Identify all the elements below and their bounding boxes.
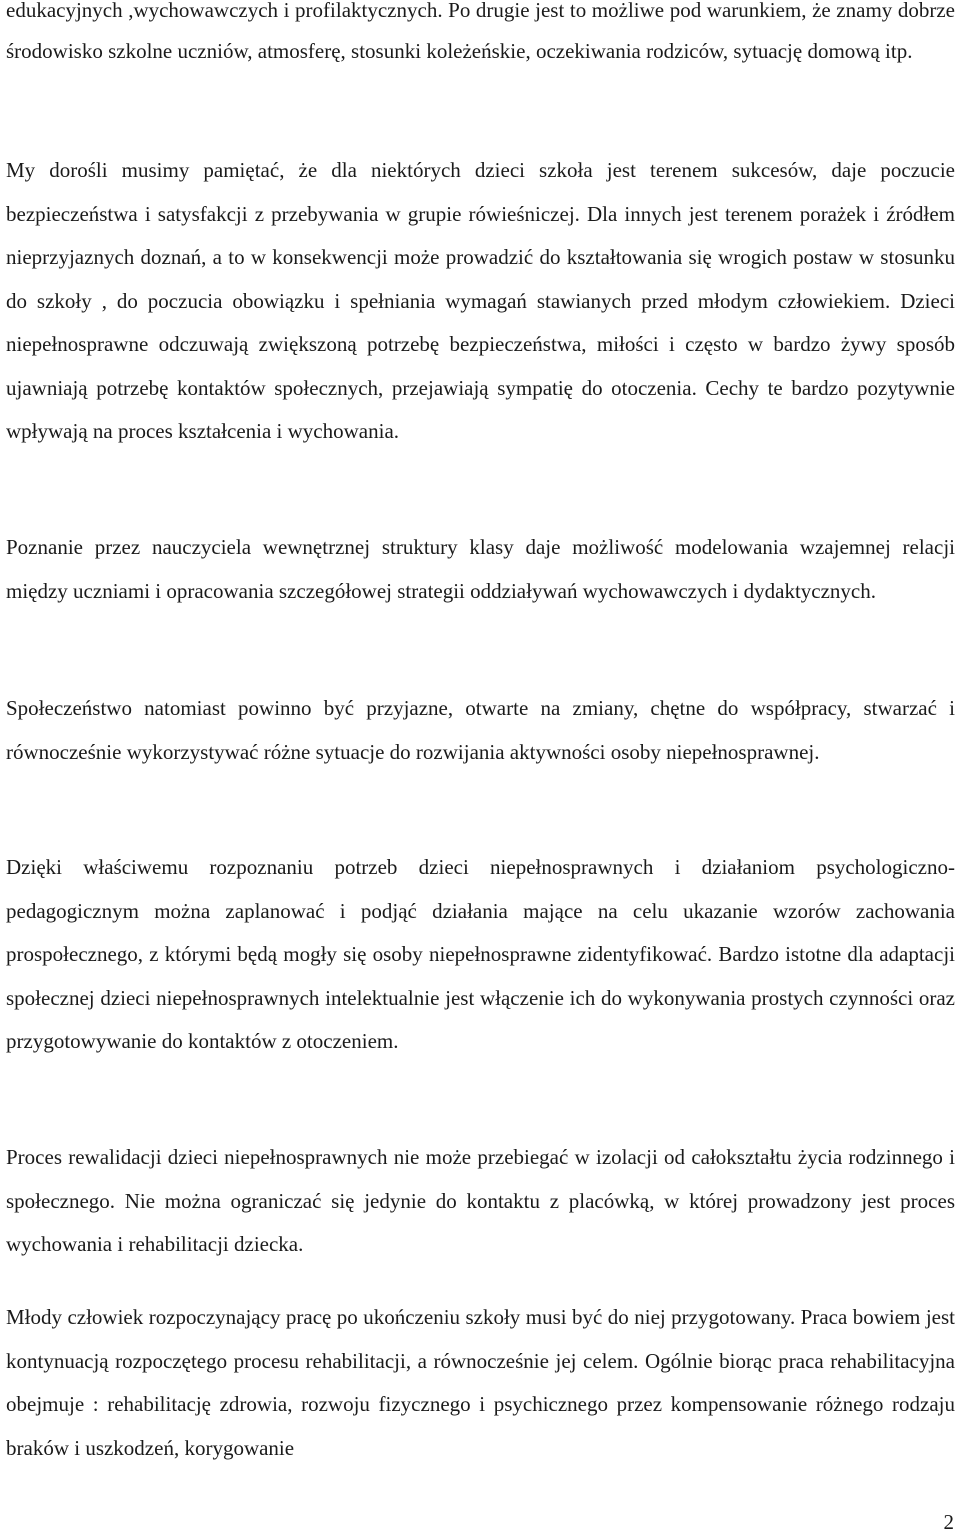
page-number: 2 <box>943 1510 954 1534</box>
paragraph: Poznanie przez nauczyciela wewnętrznej struktury klasy daje możliwość modelowania wzajemnej relacji między uczniami i opracowania szczegółowej strategii oddziaływań wychowawczych i dydaktycznych. <box>6 535 955 603</box>
paragraph: Proces rewalidacji dzieci niepełnosprawnych nie może przebiegać w izolacji od całokształtu życia rodzinnego i społecznego. Nie można ograniczać się jedynie do kontaktu z placówką, w której prowadzony jest proces wychowania i rehabilitacji dziecka. <box>6 1145 955 1256</box>
paragraph: My dorośli musimy pamiętać, że dla niektórych dzieci szkoła jest terenem sukcesów, daje poczucie bezpieczeństwa i satysfakcji z przebywania w grupie rówieśniczej. Dla innych jest terenem porażek i źródłem nieprzyjaznych doznań, a to w konsekwencji może prowadzić do kształtowania się wrogich postaw w stosunku do szkoły , do poczucia obowiązku i spełniania wymagań stawianych przed młodym człowiekiem. Dzieci niepełnosprawne odczuwają zwiększoną potrzebę bezpieczeństwa, miłości i często w bardzo żywy sposób ujawniają potrzebę kontaktów społecznych, przejawiają sympatię do otoczenia. Cechy te bardzo pozytywnie wpływają na proces kształcenia i wychowania. <box>6 158 955 443</box>
paragraph: Społeczeństwo natomiast powinno być przyjazne, otwarte na zmiany, chętne do współpracy, stwarzać i równocześnie wykorzystywać różne sytuacje do rozwijania aktywności osoby niepełnosprawnej. <box>6 696 955 764</box>
paragraph: edukacyjnych ,wychowawczych i profilaktycznych. Po drugie jest to możliwe pod warunkiem, że znamy dobrze środowisko szkolne uczniów, atmosferę, stosunki koleżeńskie, oczekiwania rodziców, sytuację domową itp. <box>6 0 955 63</box>
paragraph: Młody człowiek rozpoczynający pracę po ukończeniu szkoły musi być do niej przygotowany. Praca bowiem jest kontynuacją rozpoczętego procesu rehabilitacji, a równocześnie jej celem. Ogólnie biorąc praca rehabilitacyjna obejmuje : rehabilitację zdrowia, rozwoju fizycznego i psychicznego przez kompensowanie różnego rodzaju braków i uszkodzeń, korygowanie <box>6 1305 955 1460</box>
paragraph: Dzięki właściwemu rozpoznaniu potrzeb dzieci niepełnosprawnych i działaniom psychologiczno-pedagogicznym można zaplanować i podjąć działania mające na celu ukazanie wzorów zachowania prospołecznego, z którymi będą mogły się osoby niepełnosprawne zidentyfikować. Bardzo istotne dla adaptacji społecznej dzieci niepełnosprawnych intelektualnie jest włączenie ich do wykonywania prostych czynności oraz przygotowywanie do kontaktów z otoczeniem. <box>6 855 955 1053</box>
